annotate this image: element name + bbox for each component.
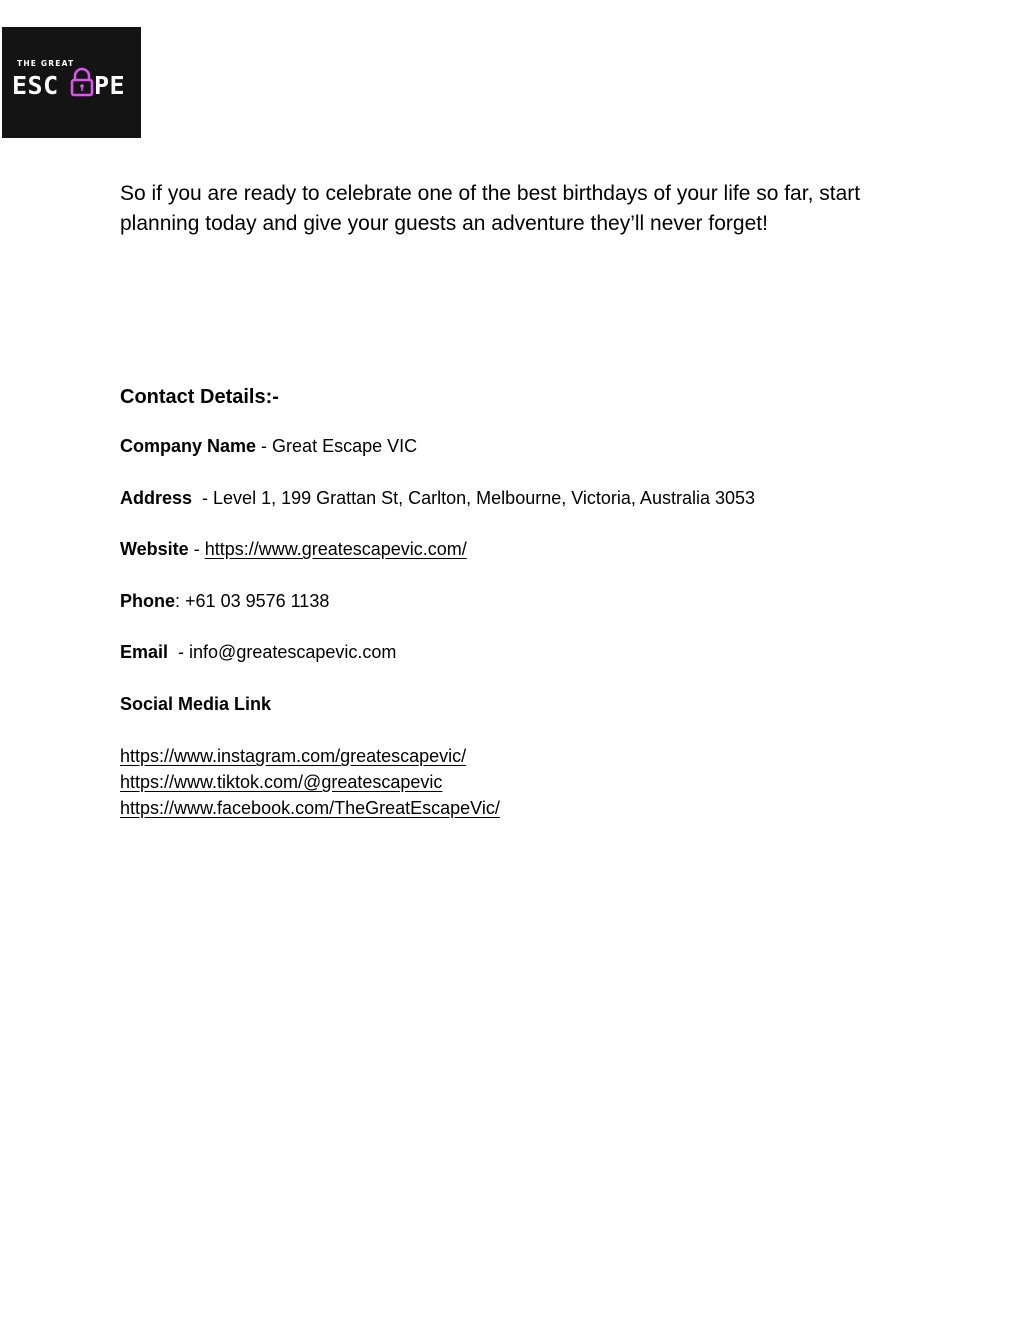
address-value: Level 1, 199 Grattan St, Carlton, Melbourne, Victoria, Australia 3053 bbox=[213, 488, 756, 508]
tiktok-link[interactable]: https://www.tiktok.com/@greatescapevic bbox=[120, 772, 443, 792]
website-row bbox=[120, 537, 467, 561]
website-separator: - bbox=[188, 539, 205, 559]
address-row bbox=[120, 486, 755, 510]
address-label: Address bbox=[120, 488, 193, 508]
email-row bbox=[120, 640, 396, 664]
address-separator: - bbox=[192, 488, 214, 508]
intro-paragraph: So if you are ready to celebrate one of the best birthdays of your life so far, start planning today and give your guests an adventure they’ll never forget! bbox=[120, 182, 861, 235]
company-row bbox=[120, 434, 417, 458]
logo-graphic bbox=[2, 27, 141, 138]
social-label: Social Media Link bbox=[120, 694, 272, 714]
website-label: Website bbox=[120, 539, 189, 559]
logo-line2-left: ESC bbox=[12, 71, 59, 100]
logo-line1: THE GREAT bbox=[17, 59, 75, 68]
phone-row bbox=[120, 589, 329, 613]
company-logo bbox=[2, 27, 141, 138]
social-links-list bbox=[120, 743, 500, 821]
instagram-link[interactable]: https://www.instagram.com/greatescapevic/ bbox=[120, 746, 467, 766]
website-link[interactable]: https://www.greatescapevic.com/ bbox=[204, 539, 467, 559]
company-label: Company Name bbox=[120, 436, 257, 456]
contact-heading: Contact Details:- bbox=[120, 386, 279, 408]
facebook-link[interactable]: https://www.facebook.com/TheGreatEscapeVic/ bbox=[120, 798, 500, 818]
company-separator: - bbox=[256, 436, 273, 456]
logo-line2-right: PE bbox=[94, 71, 126, 100]
phone-separator: : bbox=[175, 591, 186, 611]
phone-value: +61 03 9576 1138 bbox=[185, 591, 330, 611]
email-value: info@greatescapevic.com bbox=[189, 642, 397, 662]
email-label: Email bbox=[120, 642, 169, 662]
phone-label: Phone bbox=[120, 591, 176, 611]
email-separator: - bbox=[168, 642, 190, 662]
padlock-icon bbox=[72, 69, 92, 95]
social-heading-row bbox=[120, 692, 271, 716]
company-value: Great Escape VIC bbox=[272, 436, 418, 456]
